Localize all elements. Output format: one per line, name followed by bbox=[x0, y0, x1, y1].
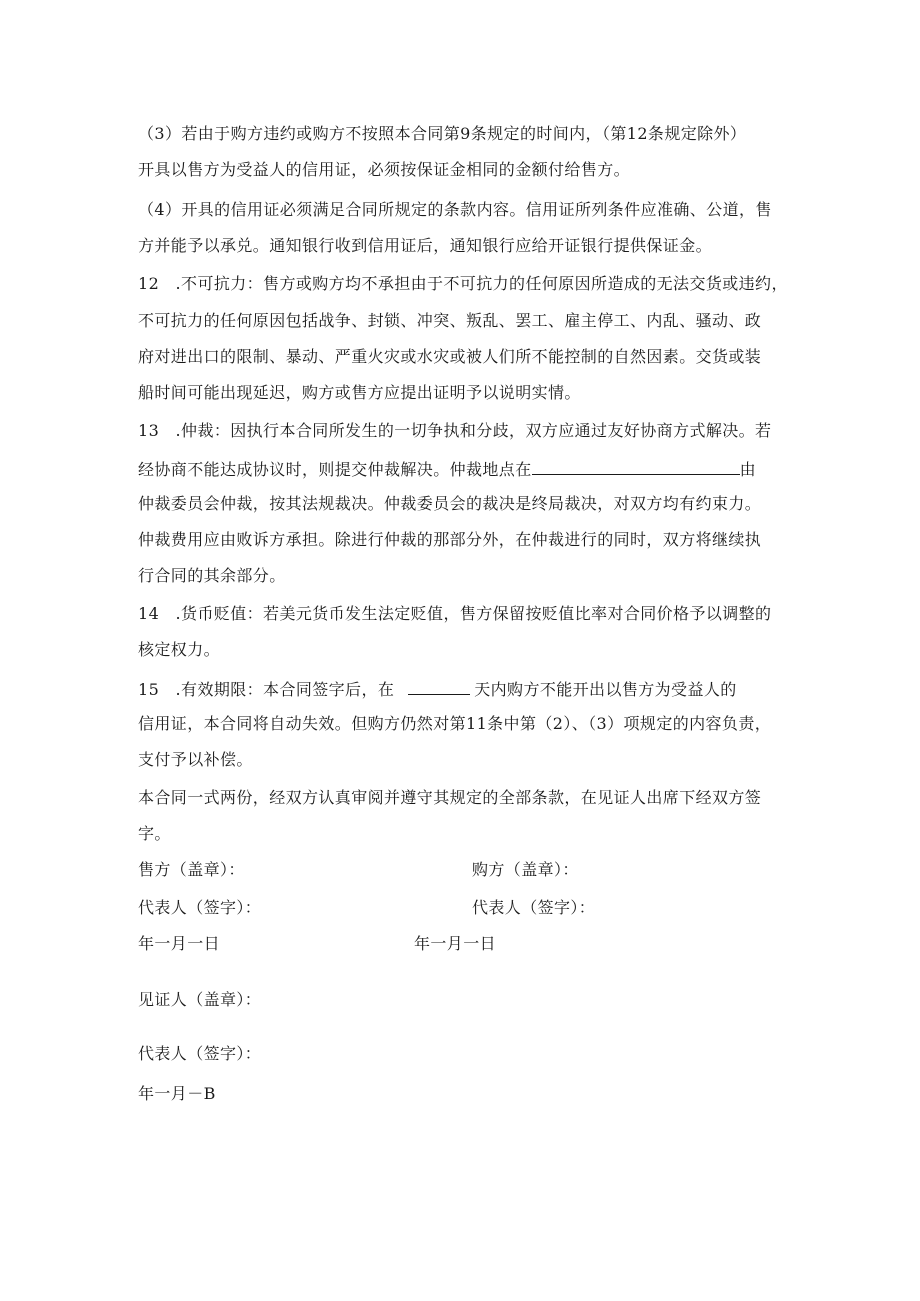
closing-line2: 字。 bbox=[138, 824, 171, 843]
clause12-line4: 船时间可能出现延迟，购方或售方应提出证明予以说明实情。 bbox=[138, 383, 581, 402]
clause13-line5: 行合同的其余部分。 bbox=[138, 566, 286, 585]
buyer-seal-label: 购方（盖章）： bbox=[472, 860, 579, 879]
witness-date: 年一月－B bbox=[138, 1084, 216, 1103]
clause13-line1: 13 .仲裁：因执行本合同所发生的一切争执和分歧，双方应通过友好协商方式解决。若 bbox=[138, 421, 772, 440]
clause12-line2: 不可抗力的任何原因包括战争、封锁、冲突、叛乱、罢工、雇主停工、内乱、骚动、政 bbox=[138, 311, 762, 330]
clause11-p4-line1: （4）开具的信用证必须满足合同所规定的条款内容。信用证所列条件应准确、公道，售 bbox=[138, 200, 772, 219]
witness-rep-label: 代表人（签字）： bbox=[138, 1044, 262, 1063]
closing-line1: 本合同一式两份，经双方认真审阅并遵守其规定的全部条款，在见证人出席下经双方签 bbox=[138, 788, 762, 807]
clause11-p3-line2: 开具以售方为受益人的信用证，必须按保证金相同的金额付给售方。 bbox=[138, 160, 631, 179]
validity-days-blank[interactable] bbox=[408, 678, 470, 695]
clause12-line1: 12 .不可抗力：售方或购方均不承担由于不可抗力的任何原因所造成的无法交货或违约， bbox=[138, 274, 788, 293]
clause13-line4: 仲裁费用应由败诉方承担。除进行仲裁的那部分外，在仲裁进行的同时，双方将继续执 bbox=[138, 530, 762, 549]
clause12-line3: 府对进出口的限制、暴动、严重火灾或水灾或被人们所不能控制的自然因素。交货或装 bbox=[138, 347, 762, 366]
clause15-line3: 支付予以补偿。 bbox=[138, 750, 253, 769]
seller-date: 年一月一日 bbox=[138, 934, 221, 953]
clause11-p3-line1: （3）若由于购方违约或购方不按照本合同第9条规定的时间内，（第12条规定除外） bbox=[138, 124, 747, 143]
clause13-line2-text: 经协商不能达成协议时，则提交仲裁解决。仲裁地点在 bbox=[138, 460, 532, 479]
clause14-line1: 14 .货币贬值：若美元货币发生法定贬值，售方保留按贬值比率对合同价格予以调整的 bbox=[138, 604, 772, 623]
clause15-line1-tail: 天内购方不能开出以售方为受益人的 bbox=[474, 680, 737, 699]
buyer-rep-label: 代表人（签字）： bbox=[472, 898, 596, 917]
clause15-line1-text: 15 .有效期限：本合同签字后，在 bbox=[138, 680, 395, 699]
clause14-line2: 核定权力。 bbox=[138, 640, 221, 659]
clause13-line2-tail: 由 bbox=[739, 460, 757, 479]
clause11-p4-line2: 方并能予以承兑。通知银行收到信用证后，通知银行应给开证银行提供保证金。 bbox=[138, 236, 713, 255]
clause15-line2: 信用证，本合同将自动失效。但购方仍然对第11条中第（2）、（3）项规定的内容负责， bbox=[138, 714, 772, 733]
clause15-line1 bbox=[138, 678, 737, 700]
seller-rep-label: 代表人（签字）： bbox=[138, 898, 262, 917]
seller-seal-label: 售方（盖章）： bbox=[138, 860, 245, 879]
clause13-line3: 仲裁委员会仲裁，按其法规裁决。仲裁委员会的裁决是终局裁决，对双方均有约束力。 bbox=[138, 494, 762, 513]
witness-seal-label: 见证人（盖章）： bbox=[138, 990, 262, 1009]
arbitration-place-blank[interactable] bbox=[532, 458, 740, 475]
buyer-date: 年一月一日 bbox=[414, 934, 497, 953]
clause13-line2 bbox=[138, 458, 756, 480]
